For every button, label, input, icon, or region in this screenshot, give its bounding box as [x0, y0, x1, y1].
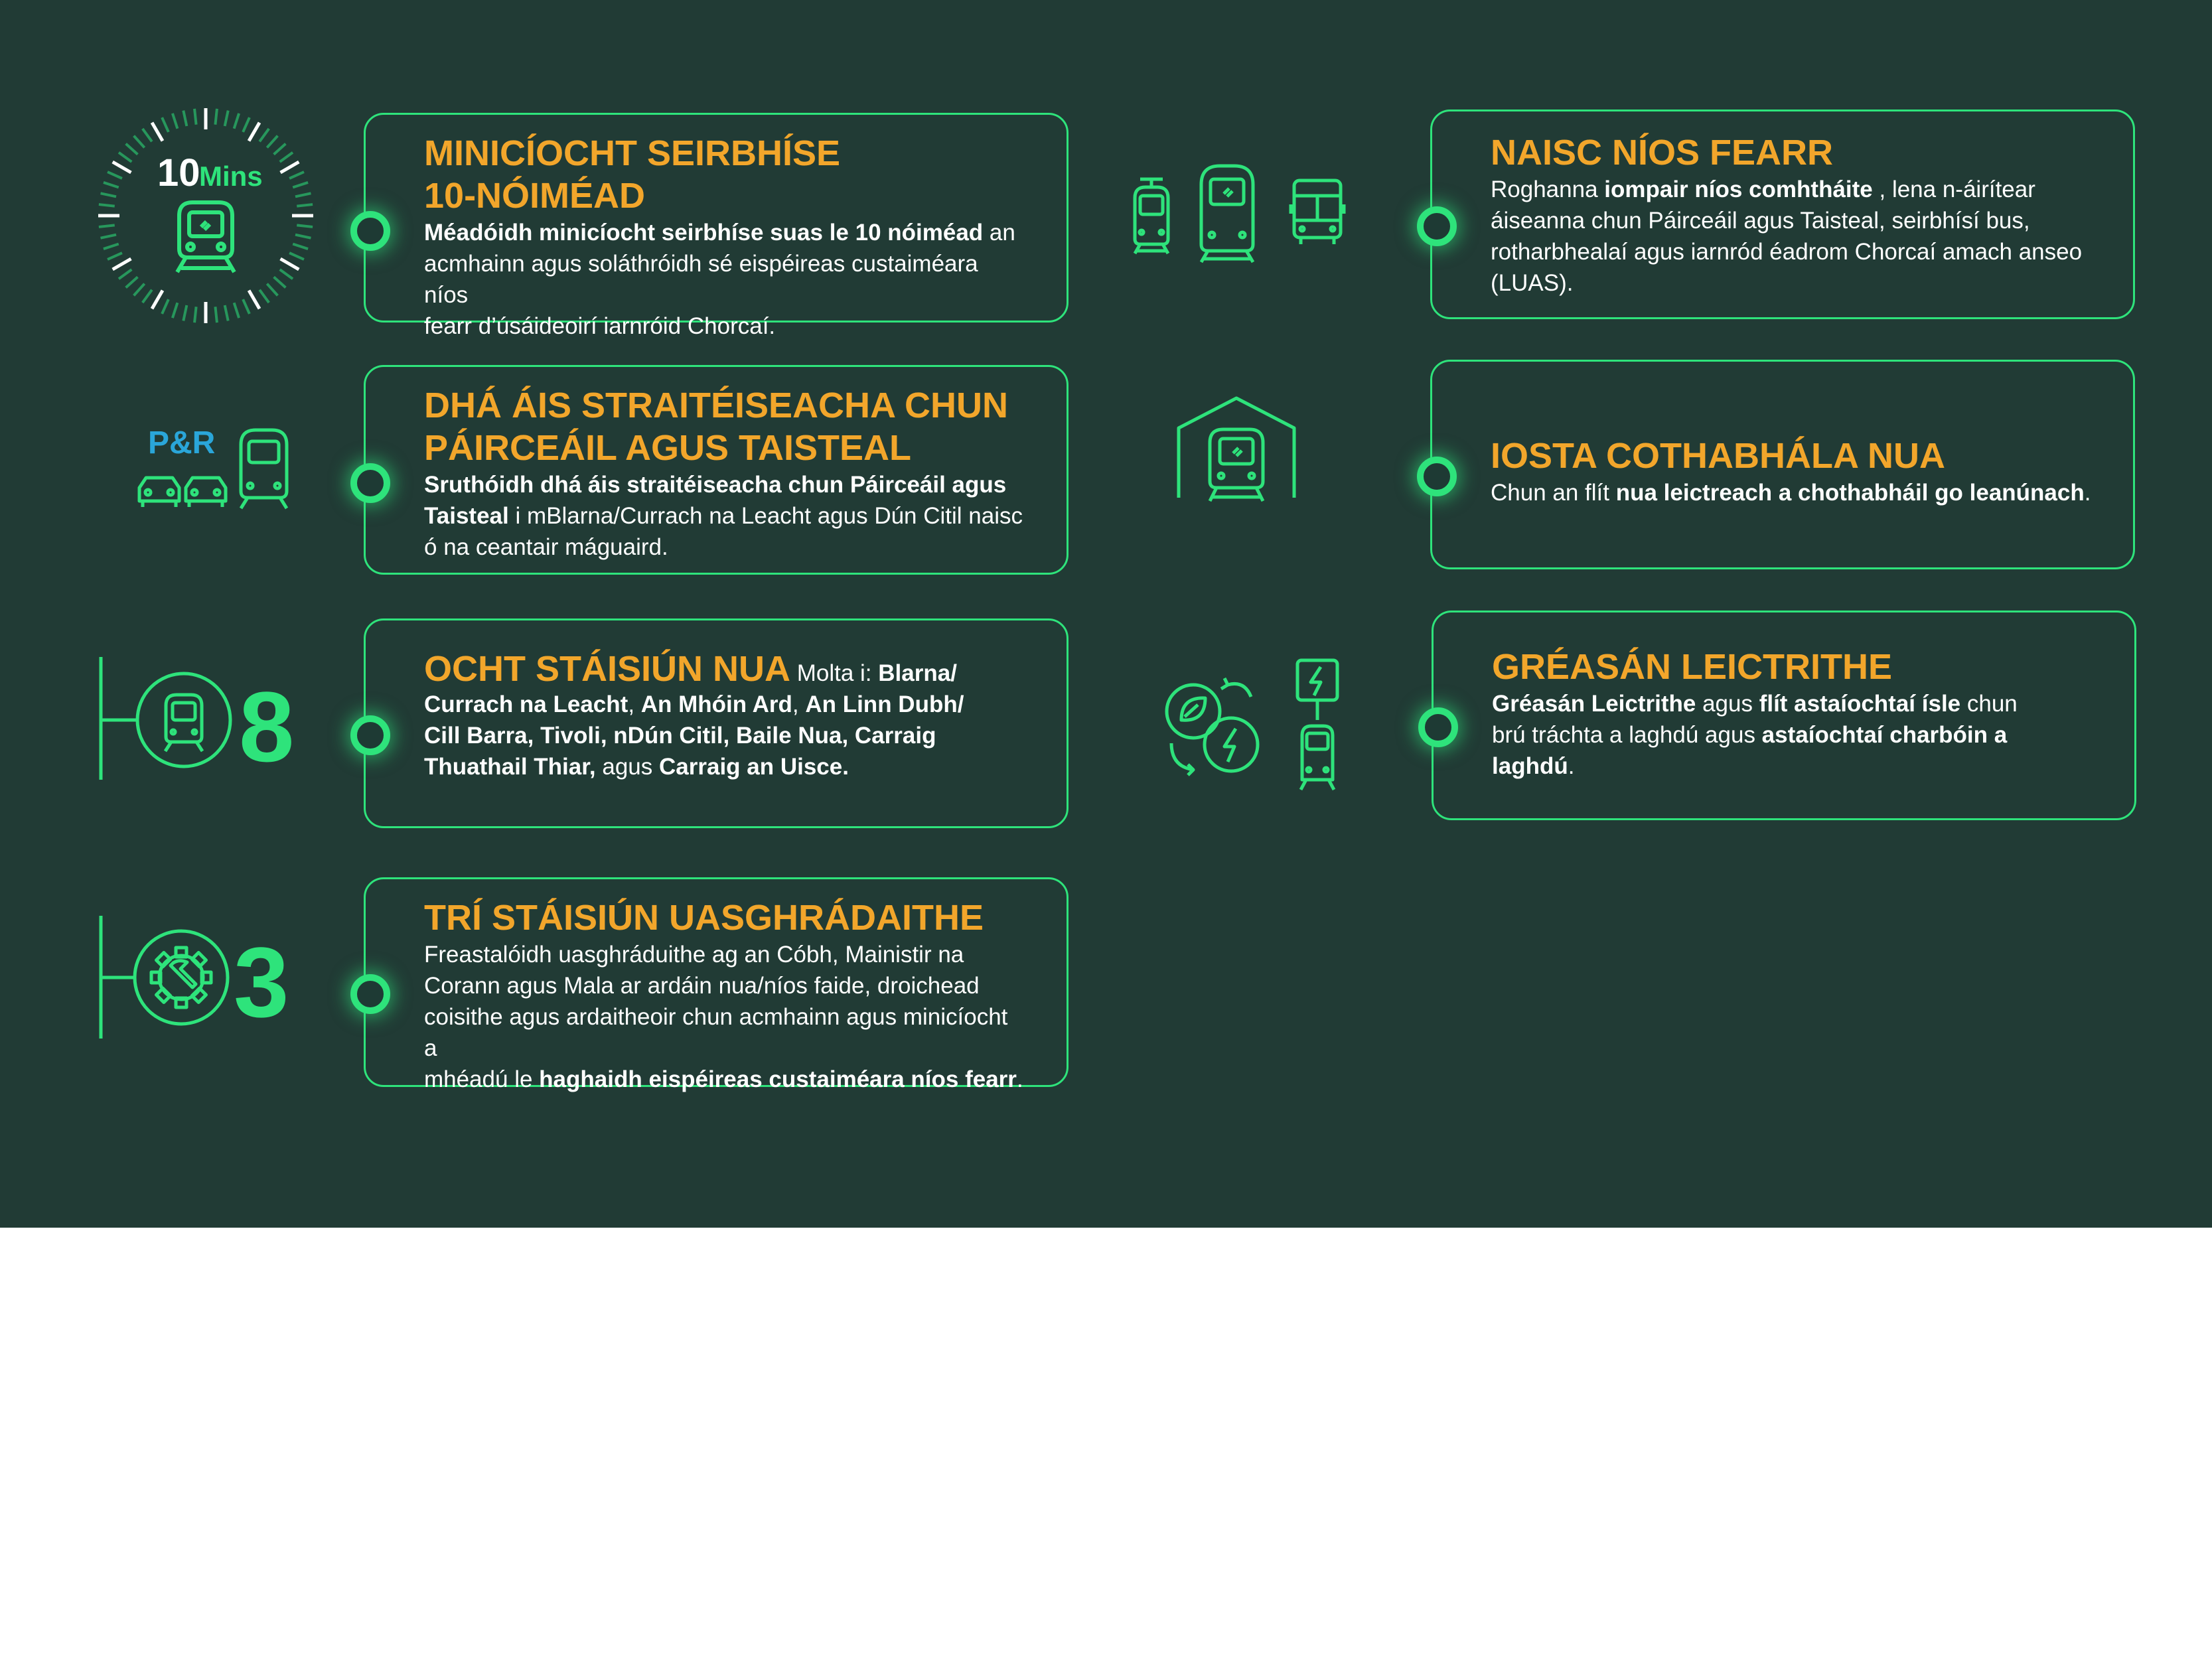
integration-body-line-4: (LUAS).: [1491, 270, 1574, 296]
electric-network-body-line-2: brú tráchta a laghdú agus astaíochtaí charbóin a: [1492, 722, 2008, 748]
depot-train-icon: [1173, 395, 1299, 514]
park-and-ride-body-line-3: ó na ceantair máguaird.: [424, 534, 668, 560]
station-line-gear-icon: [96, 912, 242, 1045]
park-and-ride-card: [364, 365, 1069, 575]
integration-body-line-1: Roghanna iompair níos comhtháite , lena n-áirítear: [1491, 177, 2035, 202]
frequency-title-line-1: MINICÍOCHT SEIRBHÍSE: [424, 133, 841, 173]
park-and-ride-body-line-1: Sruthóidh dhá áis straitéiseacha chun Páirceáil agus: [424, 472, 1007, 498]
electric-network-body-line-1: Gréasán Leictrithe agus flít astaíochtaí ísle chun: [1492, 691, 2018, 717]
electric-network-body-line-3: laghdú.: [1492, 753, 1575, 779]
upgraded-stations-body-line-3: coisithe agus ardaitheoir chun acmhainn agus minicíocht a: [424, 1004, 1008, 1061]
new-stations-body-line-2: Currach na Leacht, An Mhóin Ard, An Linn Dubh/: [424, 691, 964, 717]
stopwatch-train-icon: [96, 106, 315, 325]
new-stations-body-line-3: Cill Barra, Tivoli, nDún Citil, Baile Nua, Carraig: [424, 723, 936, 749]
park-and-ride-body-line-2: Taisteal i mBlarna/Currach na Leacht agus Dún Citil naisc: [424, 503, 1023, 529]
frequency-timeline-dot: [350, 211, 390, 251]
frequency-body-line-3: fearr d’úsáideoirí iarnróid Chorcaí.: [424, 313, 776, 339]
train-tram-bus-icon: [1128, 159, 1351, 265]
park-and-ride-label: P&R: [148, 425, 216, 461]
new-stations-timeline-dot: [350, 715, 390, 755]
upgraded-stations-count: 3: [234, 926, 289, 1038]
new-stations-title: OCHT STÁISIÚN NUA: [424, 649, 790, 689]
upgraded-stations-card: [364, 877, 1069, 1092]
upgraded-stations-body-line-1: Freastalóidh uasghráduithe ag an Cóbh, Mainistir na: [424, 942, 964, 968]
electric-network-title: GRÉASÁN LEICTRITHE: [1492, 647, 1893, 687]
electric-network-icon: [1161, 657, 1347, 793]
stopwatch-unit: Mins: [199, 161, 263, 192]
new-stations-card: [364, 618, 1069, 828]
park-and-ride-title-line-2: PÁIRCEÁIL AGUS TAISTEAL: [424, 428, 912, 468]
integration-title: NAISC NÍOS FEARR: [1491, 133, 1834, 173]
depot-title: IOSTA COTHABHÁLA NUA: [1491, 436, 1945, 476]
upgraded-stations-title: TRÍ STÁISIÚN UASGHRÁDAITHE: [424, 898, 984, 938]
integration-body-line-2: áiseanna chun Páirceáil agus Taisteal, seirbhísí bus,: [1491, 208, 2030, 234]
station-line-train-icon: [96, 654, 242, 786]
stations-count: 8: [239, 671, 295, 782]
depot-timeline-dot: [1417, 457, 1457, 496]
integration-card: [1430, 109, 2135, 319]
electric-network-timeline-dot: [1418, 707, 1458, 747]
depot-card: [1430, 360, 2135, 569]
park-and-ride-icon: [136, 425, 295, 511]
frequency-card: [364, 113, 1069, 339]
stopwatch-number: 10: [157, 151, 200, 194]
integration-body-line-3: rotharbhealaí agus iarnród éadrom Chorcaí amach anseo: [1491, 239, 2083, 265]
park-and-ride-timeline-dot: [350, 463, 390, 503]
integration-timeline-dot: [1417, 206, 1457, 246]
park-and-ride-title-line-1: DHÁ ÁIS STRAITÉISEACHA CHUN: [424, 386, 1009, 425]
frequency-body-line-2: acmhainn agus soláthróidh sé eispéireas custaiméara níos: [424, 251, 978, 308]
new-stations-body-line-4: Thuathail Thiar, agus Carraig an Uisce.: [424, 754, 849, 780]
new-stations-body-line-1: OCHT STÁISIÚN NUA Molta i: Blarna/: [424, 649, 957, 689]
electric-network-card: [1432, 611, 2136, 820]
upgraded-stations-body-line-4: mhéadú le haghaidh eispéireas custaiméara níos fearr.: [424, 1066, 1023, 1092]
frequency-title-line-2: 10-NÓIMÉAD: [424, 176, 646, 216]
depot-body: Chun an flít nua leictreach a chothabháil go leanúnach.: [1491, 480, 2091, 506]
upgraded-stations-timeline-dot: [350, 974, 390, 1014]
upgraded-stations-body-line-2: Corann agus Mala ar ardáin nua/níos faide, droichead: [424, 973, 980, 999]
frequency-body: Méadóidh minicíocht seirbhíse suas le 10 nóiméad an: [424, 220, 1015, 246]
